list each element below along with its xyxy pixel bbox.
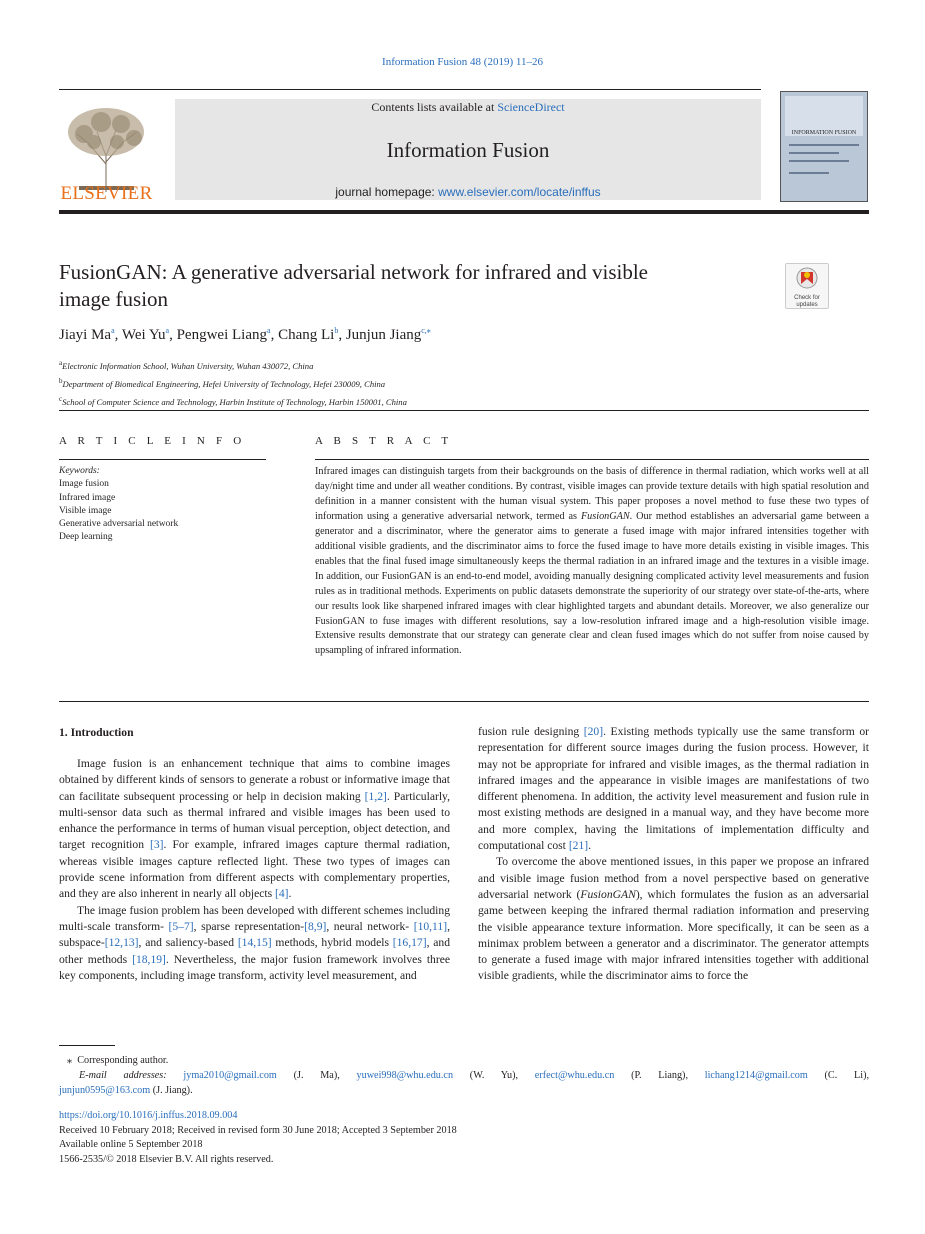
paper-title-line: image fusion [59, 287, 169, 311]
author-name[interactable]: Jiayi Ma [59, 327, 112, 343]
keyword: Image fusion [59, 479, 109, 490]
check-for-updates-badge[interactable] [785, 263, 829, 309]
author-affil-mark[interactable]: b [334, 326, 339, 335]
cover-title: INFORMATION FUSION [791, 130, 857, 136]
citation-link[interactable]: [4] [275, 887, 289, 901]
keywords-block [59, 465, 178, 545]
author-affil-mark[interactable]: c,⁎ [421, 326, 431, 335]
header-bottom-rule [59, 210, 869, 214]
affiliation-item: $^b$Department of Biomedical Engineering, Hefei University of Technology, Hefei 230009, China [59, 376, 386, 389]
paper-title [59, 259, 749, 313]
journal-citation[interactable]: Information Fusion 48 (2019) 11–26 [382, 56, 543, 68]
cover-line [789, 144, 859, 146]
author-list: Jiayi Ma$^a$, Wei Yu$^a$, Pengwei Liang$^a$, Chang Li$^b$, Junjun Jiang$^{c,⁎}$ [59, 326, 431, 343]
author-name[interactable]: Pengwei Liang [176, 327, 267, 343]
keywords-label: Keywords: [59, 466, 100, 476]
email-line: E-mail addresses: jyma2010@gmail.com (J. Ma), yuwei998@whu.edu.cn (W. Yu), erfect@whu.edu.cn (P. Liang), lichang1214@gmail.com (C. Li), [79, 1070, 870, 1081]
citation-link[interactable]: [21] [568, 839, 589, 853]
paragraph: fusion rule designing [20]. Existing methods typically use the same transform or representation for different source images during the fusion process. However, it may not be appropriate for infrared and visible images, as the thermal radiation in infrared images and the appearance in visible images are manifestations of two different phenomena. In addition, the activity level measurement and fusion rule in most existing methods are designed in a manual way, and they have become more and more complex, having the limitations of implementation difficulty and computational cost [21]. [478, 725, 869, 853]
received-dates: Received 10 February 2018; Received in revised form 30 June 2018; Accepted 3 September 2018 [59, 1124, 457, 1136]
footnote-rule [59, 1045, 115, 1046]
sciencedirect-link[interactable]: ScienceDirect [497, 100, 565, 114]
author-name[interactable]: Wei Yu [121, 327, 166, 343]
affiliation-item: $^c$School of Computer Science and Technology, Harbin Institute of Technology, Harbin 150001, China [59, 394, 407, 407]
method-name: FusionGAN [580, 510, 630, 522]
keyword: Visible image [59, 505, 112, 516]
homepage-line [175, 185, 761, 199]
citation-link[interactable]: [1,2] [364, 789, 387, 803]
citation-link[interactable]: [16,17] [392, 936, 427, 950]
elsevier-wordmark: ELSEVIER [60, 183, 153, 204]
citation-link[interactable]: [18,19] [132, 952, 166, 966]
method-name: FusionGAN [580, 887, 636, 901]
right-column [478, 724, 869, 985]
article-history [59, 1109, 457, 1167]
citation-link[interactable]: [14,15] [237, 936, 272, 950]
paragraph: To overcome the above mentioned issues, in this paper we propose an infrared and visible image fusion method from a novel perspective based on generative adversarial network (FusionGAN), which formulates the fusion as an adversarial game between keeping the infrared thermal radiation information and preserving the visible appearance texture information. More specifically, it can be seen as a minimax problem between a generator and a discriminator. The generator attempts to generate a fused image with major infrared intensities together with additional visible gradients, while the discriminator aims to force the [478, 855, 869, 983]
divider [315, 459, 869, 460]
copyright: 1566-2535/© 2018 Elsevier B.V. All rights reserved. [59, 1153, 274, 1165]
journal-title: Information Fusion [386, 138, 550, 162]
header-top-rule [59, 89, 761, 90]
email-line: junjun0595@163.com (J. Jiang). [59, 1085, 193, 1096]
citation-link[interactable]: [20] [583, 725, 604, 738]
affiliations [59, 356, 407, 410]
journal-cover-thumbnail[interactable] [780, 91, 868, 202]
author-affil-mark[interactable]: a [111, 326, 115, 335]
homepage-link[interactable]: www.elsevier.com/locate/inffus [438, 185, 601, 199]
abstract-heading: A B S T R A C T [315, 435, 453, 447]
citation-link[interactable]: [5–7] [168, 919, 194, 933]
email-link[interactable]: jyma2010@gmail.com [183, 1070, 277, 1081]
doi-link[interactable]: https://doi.org/10.1016/j.inffus.2018.09.004 [59, 1110, 238, 1121]
citation-link[interactable]: [12,13] [104, 936, 139, 950]
footnote [59, 1053, 869, 1098]
contents-line [175, 100, 761, 115]
divider [59, 459, 266, 460]
email-link[interactable]: lichang1214@gmail.com [704, 1070, 808, 1081]
email-link[interactable]: junjun0595@163.com [59, 1085, 151, 1096]
crossmark-text: updates [796, 301, 818, 308]
keyword: Infrared image [59, 492, 116, 503]
author-affil-mark[interactable]: a [267, 326, 271, 335]
cover-line [789, 152, 839, 154]
author-affil-mark[interactable]: a [165, 326, 170, 335]
paper-title-line: FusionGAN: A generative adversarial network for infrared and visible [59, 260, 648, 284]
email-link[interactable]: erfect@whu.edu.cn [534, 1070, 615, 1081]
paragraph: Image fusion is an enhancement technique that aims to combine images obtained by different kinds of sensors to generate a robust or informative image that can facilitate subsequent processing or help in decision making [1,2]. Particularly, multi-sensor data such as thermal infrared and visible images has been used to enhance the performance in terms of human visual perception, object detection, and target recognition [3]. For example, infrared images capture thermal radiation, whereas visible images capture reflected light. These two types of images can provide scene information from different aspects with complementary properties, and they are also inherent in nearly all objects [4]. [59, 757, 450, 901]
corresponding-author-note: ⁎ Corresponding author. [67, 1055, 169, 1066]
abstract-text: Infrared images can distinguish targets from their backgrounds on the basis of difference in thermal radiation, which works well at all day/night time and under all weather conditions. By contrast, visible images can provide texture details with high spatial resolution and definition in a manner consistent with the human visual system. This paper proposes a novel method to fuse these two types of information using a generative adversarial network, termed as FusionGAN. Our method establishes an adversarial game between a generator and a discriminator, where the generator aims to generate a fused image with major infrared intensities together with additional visible gradients, and the discriminator aims to force the fused image to have more details existing in visible images. This enables that the final fused image simultaneously keeps the thermal radiation in an infrared image and the textures in a visible image. In addition, our FusionGAN is an end-to-end model, avoiding manually designing complicated activity level measurements and fusion rules as in traditional methods. Experiments on public datasets demonstrate the superiority of our strategy over state-of-the-arts, where our results look like sharpened infrared images with clear highlighted targets and abundant details. Moreover, we also generalize our FusionGAN to fuse images with different resolutions, say a low-resolution infrared image and a high-resolution visible image. Extensive results demonstrate that our strategy can generate clear and clean fused images which do not suffer from noise caused by upsampling of infrared information. [315, 466, 869, 657]
contents-prefix: Contents lists available at [371, 100, 498, 114]
citation-link[interactable]: [8,9] [304, 919, 327, 933]
left-column [59, 756, 450, 984]
available-online: Available online 5 September 2018 [59, 1139, 203, 1150]
divider [59, 701, 869, 702]
citation-link[interactable]: [3] [150, 838, 164, 852]
keyword: Generative adversarial network [59, 519, 179, 530]
citation-link[interactable]: [10,11] [413, 919, 448, 933]
author-name[interactable]: Chang Li [278, 327, 335, 343]
crossmark-icon [786, 264, 828, 290]
affiliation-item: $^a$Electronic Information School, Wuhan University, Wuhan 430072, China [59, 359, 314, 371]
cover-line [789, 160, 849, 162]
homepage-prefix: journal homepage: [335, 185, 439, 199]
article-info-heading: A R T I C L E I N F O [59, 435, 246, 447]
email-link[interactable]: yuwei998@whu.edu.cn [356, 1070, 454, 1081]
crossmark-text: Check for [794, 295, 820, 301]
paragraph: The image fusion problem has been developed with different schemes including multi-scale transform- [5–7], sparse representation-[8,9], neural network- [10,11], subspace-[12,13], and saliency-based [14,15] methods, hybrid models [16,17], and other methods [18,19]. Nevertheless, the major fusion framework involves three key components, including image transform, activity level measurement, and [59, 903, 451, 982]
cover-line [789, 172, 829, 174]
keyword: Deep learning [59, 532, 113, 543]
divider [59, 410, 869, 411]
author-name[interactable]: Junjun Jiang [345, 327, 422, 343]
section-heading-introduction: 1. Introduction [59, 726, 134, 739]
